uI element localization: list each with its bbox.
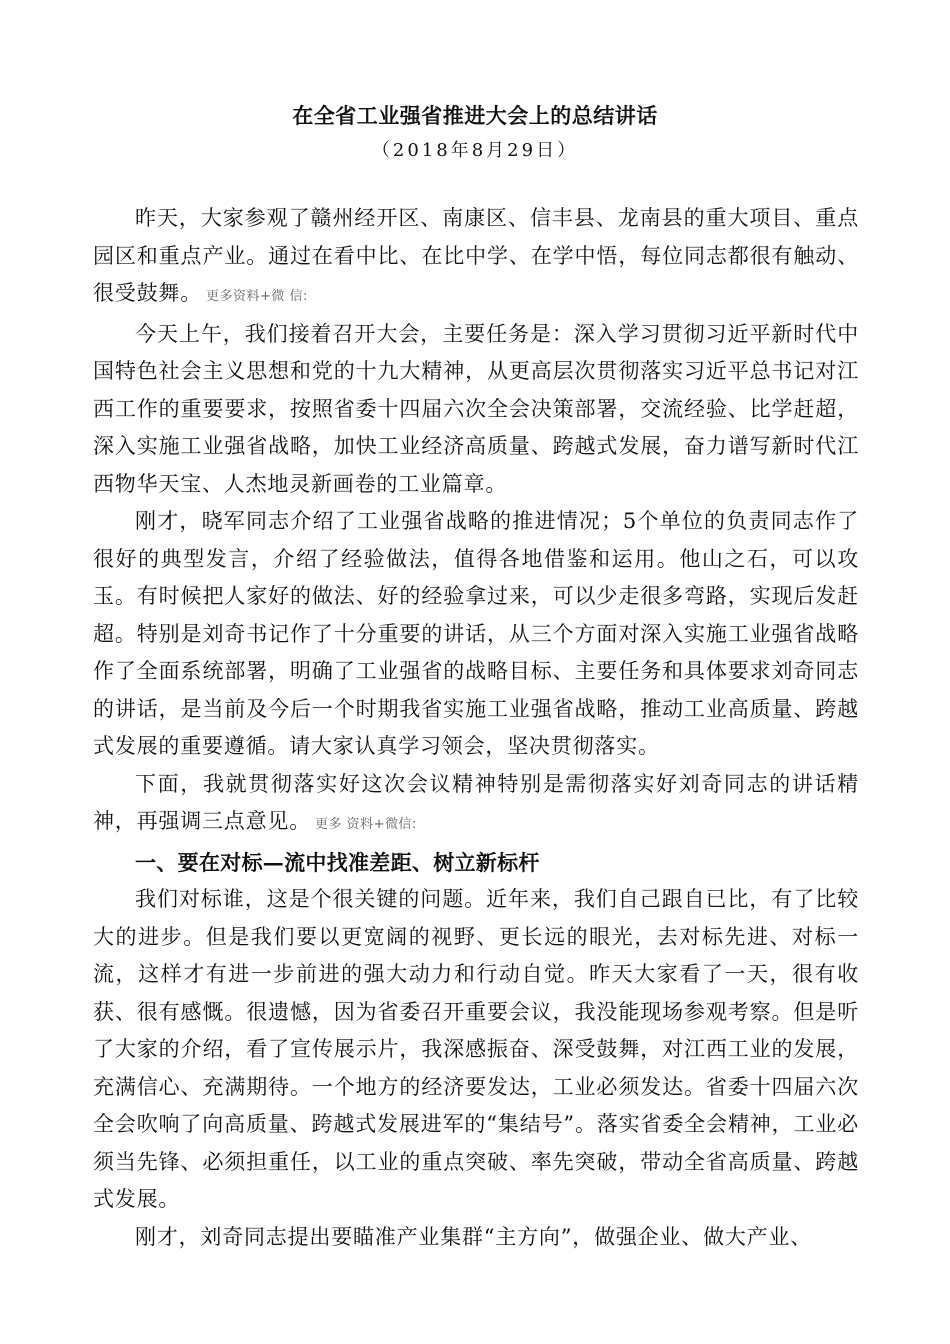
paragraph-text: 今天上午，我们接着召开大会，主要任务是：深入学习贯彻习近平新时代中国特色社会主义思想和党的十九大精神，从更高层次贯彻落实习近平总书记对江西工作的重要要求，按照省委十四届六次全会决策部署，交流经验、比学赶超，深入实施工业强省战略，加快工业经济高质量、跨越式发展，奋力谱写新时代江西物华天宝、人杰地灵新画卷的工业篇章。 <box>93 321 859 496</box>
paragraph-text: 刚才，晓军同志介绍了工业强省战略的推进情况；5个单位的负责同志作了很好的典型发言，介绍了经验做法，值得各地借鉴和运用。他山之石，可以攻玉。有时候把人家好的做法、好的经验拿过来，可以少走很多弯路，实现后发赶超。特别是刘奇书记作了十分重要的讲话，从三个方面对深入实施工业强省战略作了全面系统部署，明确了工业强省的战略目标、主要任务和具体要求刘奇同志的讲话，是当前及今后一个时期我省实施工业强省战略，推动工业高质量、跨越式发展的重要遵循。请大家认真学习领会，坚决贯彻落实。 <box>93 509 859 758</box>
paragraph-text: 昨天，大家参观了赣州经开区、南康区、信丰县、龙南县的重大项目、重点园区和重点产业。通过在看中比、在比中学、在学中悟，每位同志都很有触动、很受鼓舞。 <box>93 206 859 305</box>
paragraph-6 <box>93 1219 859 1257</box>
paragraph-text: 下面，我就贯彻落实好这次会议精神特别是需彻落实好刘奇同志的讲话精神，再强调三点意见。 <box>93 771 859 833</box>
watermark-note: 更多 资料+微信: <box>315 817 417 832</box>
paragraph-1 <box>93 200 859 316</box>
document-date: （2018年8月29日） <box>371 140 579 161</box>
watermark-note: 更多资料+微 信: <box>206 289 308 304</box>
document-body <box>93 200 859 1256</box>
paragraph-4 <box>93 766 859 844</box>
paragraph-text: 我们对标谁，这是个很关键的问题。近年来，我们自己跟自已比，有了比较大的进步。但是我们要以更宽阔的视野、更长远的眼光，去对标先进、对标一流，这样才有进一步前进的强大动力和行动自觉。昨天大家看了一天，很有收获、很有感慨。很遗憾，因为省委召开重要会议，我没能现场参观考察。但是听了大家的介绍，看了宣传展示片，我深感振奋、深受鼓舞，对江西工业的发展，充满信心、充满期待。一个地方的经济要发达，工业必须发达。省委十四届六次全会吹响了向高质量、跨越式发展进军的“集结号”。落实省委全会精神，工业必须当先锋、必须担重任，以工业的重点突破、率先突破，带动全省高质量、跨越式发展。 <box>93 887 859 1211</box>
section-heading-1 <box>93 844 859 882</box>
paragraph-5 <box>93 881 859 1219</box>
paragraph-3 <box>93 503 859 766</box>
paragraph-text: 刚才，刘奇同志提出要瞄准产业集群“主方向”，做强企业、做大产业、 <box>135 1224 813 1249</box>
paragraph-2 <box>93 316 859 504</box>
document-title: 在全省工业强省推进大会上的总结讲话 <box>292 103 658 128</box>
heading-text: 一、要在对标—流中找准差距、树立新标杆 <box>135 849 540 875</box>
